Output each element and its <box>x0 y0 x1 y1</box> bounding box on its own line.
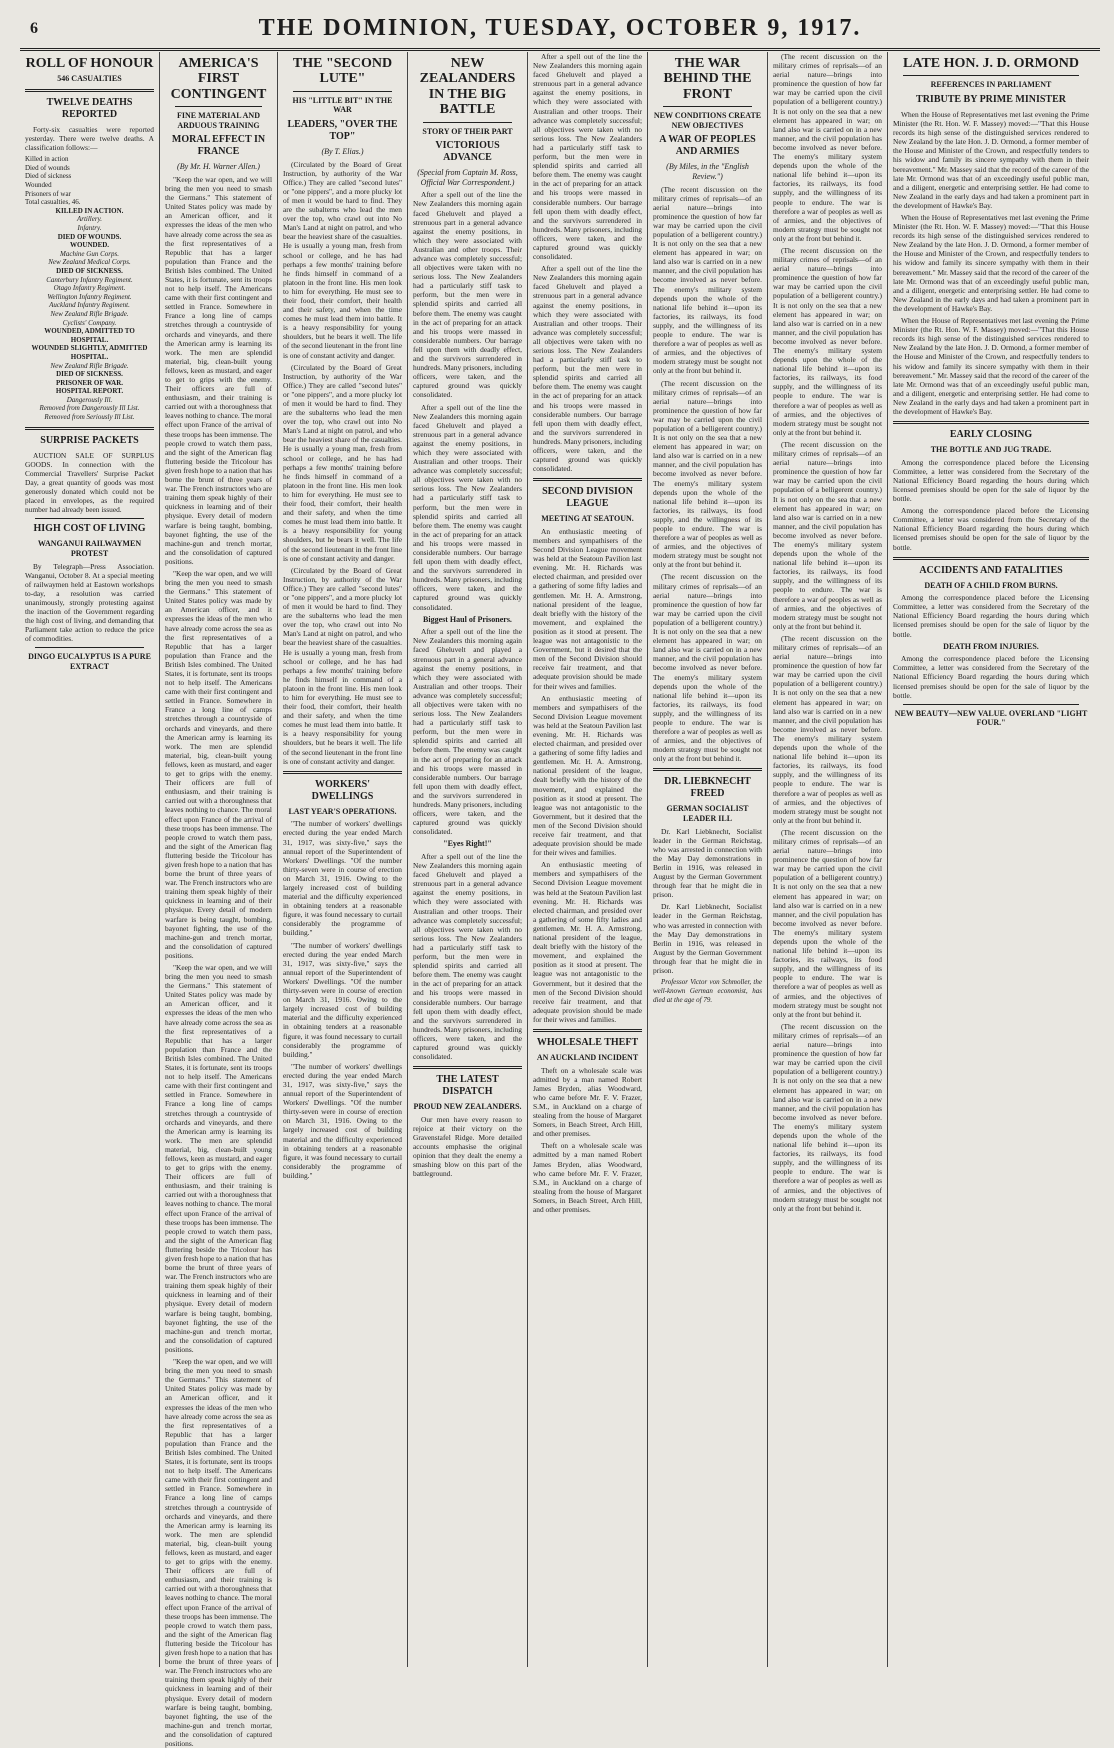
list-item: Total casualties, 46. <box>25 198 81 207</box>
list-item: Wounded <box>25 181 52 190</box>
accidents-body: Among the correspondence placed before the Licensing Committee, a letter was considered from the Secretary of the National Efficiency Board regarding the hours during which licensed premises should be open for the sale of liquor by the bottle. <box>893 593 1089 639</box>
dispatch-body: Our men have every reason to rejoice at their victory on the Gravenstafel Ridge. More detailed accounts emphasise the original opinion that they dealt the enemy a smashing blow on this part of the battleground. <box>413 1114 522 1179</box>
accidents-head: ACCIDENTS AND FATALITIES <box>919 564 1063 576</box>
masthead <box>20 8 1100 51</box>
nz-sub4: "Eyes Right!" <box>443 839 492 849</box>
behind-continued: (The recent discussion on the military crimes of reprisals—of an aerial nature—brings into prominence the question of how far war may be carried upon the civil population of a belligerent country.) It is not only on the sea that a new element has appeared in war; on land also war is carried on in a new manner, and the civil population has become involved as never before. The enemy's military system depends upon the whole of the national life behind it—upon its factories, its railways, its food supply, and the willingness of its people to endure. The war is therefore a war of peoples as well as of armies, and the objectives of modern strategy must be sought not only at the front but behind it. <box>773 245 882 437</box>
behind-body: (The recent discussion on the military crimes of reprisals—of an aerial nature—brings into prominence the question of how far war may be carried upon the civil population of a belligerent country.) It is not only on the sea that a new element has appeared in war; on land also war is carried on in a new manner, and the civil population has become involved as never before. The enemy's military system depends upon the whole of the national life behind it—upon its factories, its railways, its food supply, and the willingness of its people to endure. The war is therefore a war of peoples as well as of armies, and the objectives of modern strategy must be sought not only at the front but behind it. <box>653 378 762 570</box>
column-roll-of-honour <box>20 52 160 1667</box>
lute-body: (Circulated by the Board of Great Instruction, by authority of the War Office.) They are called "second lutes" or "one pippers", and a more plucky lot of men it would be hard to find. They are the subalterns who lead the men over the top, who crawl out into No Man's Land at night on patrol, and who bear the heaviest share of the casualties. He is usually a young man, fresh from school or college, and he has had perhaps a few months' training before he finds himself in command of a platoon in the front line. His men look to him for everything. He must see to their food, their comfort, their health and their safety, and when the time comes he must lead them into battle. It is a heavy responsibility for young shoulders, but he bears it well. The life of the second lieutenant in the front line is one of constant activity and danger. <box>283 159 402 360</box>
roll-intro: Forty-six casualties were reported yesterday. There were twelve deaths. A classification follows:— <box>25 124 154 153</box>
america-body: "Keep the war open, and we will bring the men you need to smash the Germans." This statement of United States policy was made by an American officer, and it expresses the ideas of the men who have already come across the sea as the first representatives of a Republic that has a larger population than France and the British Isles combined. The United States, it is fortunate, sent its troops not to help itself. The Americans came with their first contingent and settled in France. Somewhere in France a long line of camps stretches through a countryside of orchards and vineyards, and there the American army is learning its work. The men are splendid material, big, clean-built young fellows, keen as mustard, and eager to get to grips with the enemy. Their officers are full of enthusiasm, and their training is carried out with a thoroughness that leaves nothing to chance. The moral effect upon France of the arrival of these troops has been immense. The people crowd to watch them pass, and the sight of the American flag fluttering beside the Tricolour has given fresh hope to a nation that has borne the brunt of three years of war. The French instructors who are training them speak highly of their quickness in learning and of their physique. Every detail of modern warfare is being taught, bombing, bayonet fighting, the use of the machine-gun and trench mortar, and the consolidation of captured positions. <box>165 174 272 566</box>
ormond-sub2: TRIBUTE BY PRIME MINISTER <box>916 93 1066 105</box>
injuries-body: Among the correspondence placed before the Licensing Committee, a letter was considered from the Secretary of the National Efficiency Board regarding the hours during which licensed premises should be open for the sale of liquor by the bottle. <box>893 654 1089 700</box>
liebknecht-body: Dr. Karl Liebknecht, Socialist leader in the German Reichstag, who was arrested in connection with the May Day demonstrations in Berlin in 1916, was released in August by the German Government through fear that he might die in prison. <box>653 826 762 900</box>
list-item: WOUNDED, ADMITTED TO HOSPITAL. <box>44 327 135 344</box>
nz-body: After a spell out of the line the New Zealanders this morning again faced Gheluvelt and played a strenuous part in a general advance against the enemy positions, in which they were associated with Australian and other troops. Their advance was completely successful; all objectives were taken with no serious loss. The New Zealanders had a particularly stiff task to perform, but the men were in splendid spirits and carried all before them. The enemy was caught in the act of preparing for an attack and his troops were massed in considerable numbers. Our barrage fell upon them with deadly effect, and the survivors surrendered in hundreds. Many prisoners, including officers, were taken, and the captured ground was quickly consolidated. <box>413 627 522 837</box>
surprise-body: AUCTION SALE OF SURPLUS GOODS. In connection with the Commercial Travellers' Surprise Packet Day, a great quantity of goods was most generously donated which could not be placed in envelopes, as the required number had already been issued. <box>25 450 154 515</box>
list-item: Cyclists' Company. <box>62 318 117 327</box>
column-continued <box>768 52 888 1667</box>
america-body: "Keep the war open, and we will bring the men you need to smash the Germans." This statement of United States policy was made by an American officer, and it expresses the ideas of the men who have already come across the sea as the first representatives of a Republic that has a larger population than France and the British Isles combined. The United States, it is fortunate, sent its troops not to help itself. The Americans came with their first contingent and settled in France. Somewhere in France a long line of camps stretches through a countryside of orchards and vineyards, and there the American army is learning its work. The men are splendid material, big, clean-built young fellows, keen as mustard, and eager to get to grips with the enemy. Their officers are full of enthusiasm, and their training is carried out with a thoroughness that leaves nothing to chance. The moral effect upon France of the arrival of these troops has been immense. The people crowd to watch them pass, and the sight of the American flag fluttering beside the Tricolour has given fresh hope to a nation that has borne the brunt of three years of war. The French instructors who are training them speak highly of their quickness in learning and of their physique. Every detail of modern warfare is being taught, bombing, bayonet fighting, the use of the machine-gun and trench mortar, and the consolidation of captured positions. <box>165 1357 272 1748</box>
league-sub: MEETING AT SEATOUN. <box>541 514 634 524</box>
list-item: Wellington Infantry Regiment. <box>47 292 132 301</box>
nz-sub2: VICTORIOUS ADVANCE <box>435 140 500 164</box>
list-item: Canterbury Infantry Regiment. <box>46 275 133 284</box>
list-item: KILLED IN ACTION. <box>55 206 124 215</box>
list-item: DIED OF SICKNESS. <box>56 266 123 275</box>
theft-sub: AN AUCKLAND INCIDENT <box>536 1052 639 1062</box>
dwellings-body: "The number of workers' dwellings erected during the year ended March 31, 1917, was sixty-five," says the annual report of the Superintendent of Workers' Dwellings. "Of the number thirty-seven were in course of erection on March 31, 1916. Owing to the largely increased cost of building material and the difficulty experienced in obtaining tenders at a reasonable figure, it was found necessary to curtail considerably the programme of building." <box>283 940 402 1059</box>
list-item: Infantry. <box>77 224 102 233</box>
liebknecht-caption: Professor Victor von Schmoller, the well-known German economist, has died at the age of 79. <box>653 978 762 1005</box>
overland-ad: NEW BEAUTY—NEW VALUE. OVERLAND "LIGHT FOUR." <box>894 708 1088 728</box>
list-item: Died of wounds <box>25 163 70 172</box>
lute-title: THE "SECOND LUTE" <box>292 56 393 87</box>
lute-sub2: LEADERS, "OVER THE TOP" <box>287 118 398 142</box>
behind-sub2: A WAR OF PEOPLES AND ARMIES <box>659 134 756 158</box>
league-body: An enthusiastic meeting of members and sympathisers of the Second Division League movement was held at the Seatoun Pavilion last evening. Mr. H. Richards was elected chairman, and presided over a gathering of some fifty ladies and gentlemen. Mr. H. A. Armstrong, national president of the league, dealt briefly with the history of the movement, and explained the position as it stood at present. The league was not antagonistic to the Government, but it desired that the men of the Second Division should receive fair treatment, and that adequate provision should be made for their wives and families. <box>533 693 642 858</box>
liebknecht-head: DR. LIEBKNECHT FREED <box>664 776 751 800</box>
nz-continued: After a spell out of the line the New Zealanders this morning again faced Gheluvelt and played a strenuous part in a general advance against the enemy positions, in which they were associated with Australian and other troops. Their advance was completely successful; all objectives were taken with no serious loss. The New Zealanders had a particularly stiff task to perform, but the men were in splendid spirits and carried all before them. The enemy was caught in the act of preparing for an attack and his troops were massed in considerable numbers. Our barrage fell upon them with deadly effect, and the survivors surrendered in hundreds. Many prisoners, including officers, were taken, and the captured ground was quickly consolidated. <box>533 52 642 262</box>
dwellings-body: "The number of workers' dwellings erected during the year ended March 31, 1917, was sixty-five," says the annual report of the Superintendent of Workers' Dwellings. "Of the number thirty-seven were in course of erection on March 31, 1916. Owing to the largely increased cost of building material and the difficulty experienced in obtaining tenders at a reasonable figure, it was found necessary to curtail considerably the programme of building." <box>283 1061 402 1180</box>
list-item: New Zealand Rifle Brigade. <box>50 309 129 318</box>
behind-continued: (The recent discussion on the military crimes of reprisals—of an aerial nature—brings into prominence the question of how far war may be carried upon the civil population of a belligerent country.) It is not only on the sea that a new element has appeared in war; on land also war is carried on in a new manner, and the civil population has become involved as never before. The enemy's military system depends upon the whole of the national life behind it—upon its factories, its railways, its food supply, and the willingness of its people to endure. The war is therefore a war of peoples as well as of armies, and the objectives of modern strategy must be sought not only at the front but behind it. <box>773 52 882 243</box>
nz-byline: (Special from Captain M. Ross, Official War Correspondent.) <box>417 168 518 187</box>
nz-title: NEW ZEALANDERS IN THE BIG BATTLE <box>419 56 516 118</box>
america-body: "Keep the war open, and we will bring the men you need to smash the Germans." This statement of United States policy was made by an American officer, and it expresses the ideas of the men who have already come across the sea as the first representatives of a Republic that has a larger population than France and the British Isles combined. The United States, it is fortunate, sent its troops not to help itself. The Americans came with their first contingent and settled in France. Somewhere in France a long line of camps stretches through a countryside of orchards and vineyards, and there the American army is learning its work. The men are splendid material, big, clean-built young fellows, keen as mustard, and eager to get to grips with the enemy. Their officers are full of enthusiasm, and their training is carried out with a thoroughness that leaves nothing to chance. The moral effect upon France of the arrival of these troops has been immense. The people crowd to watch them pass, and the sight of the American flag fluttering beside the Tricolour has given fresh hope to a nation that has borne the brunt of three years of war. The French instructors who are training them speak highly of their quickness in learning and of their physique. Every detail of modern warfare is being taught, bombing, bayonet fighting, the use of the machine-gun and trench mortar, and the consolidation of captured positions. <box>165 963 272 1354</box>
closing-head: EARLY CLOSING <box>949 429 1033 441</box>
list-item: Removed from Dangerously Ill List. <box>39 404 140 413</box>
closing-sub: THE BOTTLE AND JUG TRADE. <box>930 445 1052 455</box>
behind-title: THE WAR BEHIND THE FRONT <box>663 56 752 102</box>
list-item: Prisoners of war <box>25 189 71 198</box>
list-item: HOSPITAL REPORT. <box>55 387 124 396</box>
closing-body: Among the correspondence placed before the Licensing Committee, a letter was considered from the Secretary of the National Efficiency Board regarding the hours during which licensed premises should be open for the sale of liquor by the bottle. <box>893 506 1089 552</box>
america-sub2: MORAL EFFECT IN FRANCE <box>171 134 266 158</box>
ormond-body: When the House of Representatives met last evening the Prime Minister (the Rt. Hon. W. F. Massey) moved:—"That this House records its high sense of the distinguished services rendered to New Zealand by the late Hon. J. D. Ormond, a former member of the House and Minister of the Crown, and respectfully tenders to his widow and family its sincere sympathy with them in their bereavement." Mr. Massey said that the record of the career of the late Mr. Ormond was that of an exceedingly useful public man, and a diligent, energetic and enterprising settler. He had come to New Zealand in the early days and had taken a prominent part in the development of Hawke's Bay. <box>893 316 1089 416</box>
behind-continued: (The recent discussion on the military crimes of reprisals—of an aerial nature—brings into prominence the question of how far war may be carried upon the civil population of a belligerent country.) It is not only on the sea that a new element has appeared in war; on land also war is carried on in a new manner, and the civil population has become involved as never before. The enemy's military system depends upon the whole of the national life behind it—upon its factories, its railways, its food supply, and the willingness of its people to endure. The war is therefore a war of peoples as well as of armies, and the objectives of modern strategy must be sought not only at the front but behind it. <box>773 633 882 825</box>
list-item: Machine Gun Corps. <box>60 249 119 258</box>
league-head: SECOND DIVISION LEAGUE <box>542 486 633 510</box>
theft-body: Theft on a wholesale scale was admitted by a man named Robert James Bryden, alias Woodward, who came before Mr. F. V. Frazer, S.M., in Auckland on a charge of stealing from the house of Margaret Somers, in Beach Street, Arch Hill, and other premises. <box>533 1065 642 1139</box>
nz-continued: After a spell out of the line the New Zealanders this morning again faced Gheluvelt and played a strenuous part in a general advance against the enemy positions, in which they were associated with Australian and other troops. Their advance was completely successful; all objectives were taken with no serious loss. The New Zealanders had a particularly stiff task to perform, but the men were in splendid spirits and carried all before them. The enemy was caught in the act of preparing for an attack and his troops were massed in considerable numbers. Our barrage fell upon them with deadly effect, and the survivors surrendered in hundreds. Many prisoners, including officers, were taken, and the captured ground was quickly consolidated. <box>533 264 642 474</box>
list-item: Died of sickness <box>25 172 72 181</box>
list-item: WOUNDED SLIGHTLY, ADMITTED HOSPITAL. <box>31 344 148 361</box>
casualty-list <box>25 155 154 421</box>
injuries-sub: DEATH FROM INJURIES. <box>943 641 1039 651</box>
accidents-sub: DEATH OF A CHILD FROM BURNS. <box>924 580 1058 590</box>
list-item: PRISONER OF WAR. <box>55 378 124 387</box>
newspaper-title: THE DOMINION, TUESDAY, OCTOBER 9, 1917. <box>258 14 862 41</box>
column-war-behind-front <box>648 52 768 1667</box>
roll-subtitle: 546 CASUALTIES <box>57 74 122 84</box>
behind-body: (The recent discussion on the military crimes of reprisals—of an aerial nature—brings into prominence the question of how far war may be carried upon the civil population of a belligerent country.) It is not only on the sea that a new element has appeared in war; on land also war is carried on in a new manner, and the civil population has become involved as never before. The enemy's military system depends upon the whole of the national life behind it—upon its factories, its railways, its food supply, and the willingness of its people to endure. The war is therefore a war of peoples as well as of armies, and the objectives of modern strategy must be sought not only at the front but behind it. <box>653 184 762 376</box>
dingo-head: DINGO EUCALYPTUS IS A PURE EXTRACT <box>28 652 151 671</box>
behind-body: (The recent discussion on the military crimes of reprisals—of an aerial nature—brings into prominence the question of how far war may be carried upon the civil population of a belligerent country.) It is not only on the sea that a new element has appeared in war; on land also war is carried on in a new manner, and the civil population has become involved as never before. The enemy's military system depends upon the whole of the national life behind it—upon its factories, its railways, its food supply, and the willingness of its people to endure. The war is therefore a war of peoples as well as of armies, and the objectives of modern strategy must be sought not only at the front but behind it. <box>653 572 762 764</box>
theft-body: Theft on a wholesale scale was admitted by a man named Robert James Bryden, alias Woodward, who came before Mr. F. V. Frazer, S.M., in Auckland on a charge of stealing from the house of Margaret Somers, in Beach Street, Arch Hill, and other premises. <box>533 1141 642 1214</box>
nz-sub: STORY OF THEIR PART <box>422 126 513 136</box>
ormond-sub: REFERENCES IN PARLIAMENT <box>930 80 1052 90</box>
theft-head: WHOLESALE THEFT <box>536 1036 639 1048</box>
list-item: New Zealand Rifle Brigade. <box>50 361 129 370</box>
liebknecht-body: Dr. Karl Liebknecht, Socialist leader in the German Reichstag, who was arrested in connection with the May Day demonstrations in Berlin in 1916, was released in August by the German Government through fear that he might die in prison. <box>653 902 762 976</box>
dwellings-head: WORKERS' DWELLINGS <box>311 778 374 802</box>
column-ormond <box>888 52 1094 1667</box>
ormond-body: When the House of Representatives met last evening the Prime Minister (the Rt. Hon. W. F. Massey) moved:—"That this House records its high sense of the distinguished services rendered to New Zealand by the late Hon. J. D. Ormond, a former member of the House and Minister of the Crown, and respectfully tenders to his widow and family its sincere sympathy with them in their bereavement." Mr. Massey said that the record of the career of the late Mr. Ormond was that of an exceedingly useful public man, and a diligent, energetic and enterprising settler. He had come to New Zealand in the early days and had taken a prominent part in the development of Hawke's Bay. <box>893 109 1089 210</box>
nz-body: After a spell out of the line the New Zealanders this morning again faced Gheluvelt and played a strenuous part in a general advance against the enemy positions, in which they were associated with Australian and other troops. Their advance was completely successful; all objectives were taken with no serious loss. The New Zealanders had a particularly stiff task to perform, but the men were in splendid spirits and carried all before them. The enemy was caught in the act of preparing for an attack and his troops were massed in considerable numbers. Our barrage fell upon them with deadly effect, and the survivors surrendered in hundreds. Many prisoners, including officers, were taken, and the captured ground was quickly consolidated. <box>413 402 522 612</box>
nz-body: After a spell out of the line the New Zealanders this morning again faced Gheluvelt and played a strenuous part in a general advance against the enemy positions, in which they were associated with Australian and other troops. Their advance was completely successful; all objectives were taken with no serious loss. The New Zealanders had a particularly stiff task to perform, but the men were in splendid spirits and carried all before them. The enemy was caught in the act of preparing for an attack and his troops were massed in considerable numbers. Our barrage fell upon them with deadly effect, and the survivors surrendered in hundreds. Many prisoners, including officers, were taken, and the captured ground was quickly consolidated. <box>413 852 522 1062</box>
list-item: Artillery. <box>76 215 103 224</box>
america-title: AMERICA'S FIRST CONTINGENT <box>170 56 267 102</box>
list-item: Auckland Infantry Regiment. <box>49 301 130 310</box>
list-item: Otago Infantry Regiment. <box>53 284 126 293</box>
cost-sub: WANGANUI RAILWAYMEN PROTEST <box>37 539 142 558</box>
column-second-lute <box>278 52 408 1667</box>
list-item: Killed in action <box>25 155 69 164</box>
nz-body: After a spell out of the line the New Zealanders this morning again faced Gheluvelt and played a strenuous part in a general advance against the enemy positions, in which they were associated with Australian and other troops. Their advance was completely successful; all objectives were taken with no serious loss. The New Zealanders had a particularly stiff task to perform, but the men were in splendid spirits and carried all before them. The enemy was caught in the act of preparing for an attack and his troops were massed in considerable numbers. Our barrage fell upon them with deadly effect, and the survivors surrendered in hundreds. Many prisoners, including officers, were taken, and the captured ground was quickly consolidated. <box>413 190 522 400</box>
liebknecht-sub: GERMAN SOCIALIST LEADER ILL <box>666 804 749 824</box>
behind-continued: (The recent discussion on the military crimes of reprisals—of an aerial nature—brings into prominence the question of how far war may be carried upon the civil population of a belligerent country.) It is not only on the sea that a new element has appeared in war; on land also war is carried on in a new manner, and the civil population has become involved as never before. The enemy's military system depends upon the whole of the national life behind it—upon its factories, its railways, its food supply, and the willingness of its people to endure. The war is therefore a war of peoples as well as of armies, and the objectives of modern strategy must be sought not only at the front but behind it. <box>773 827 882 1019</box>
behind-continued: (The recent discussion on the military crimes of reprisals—of an aerial nature—brings into prominence the question of how far war may be carried upon the civil population of a belligerent country.) It is not only on the sea that a new element has appeared in war; on land also war is carried on in a new manner, and the civil population has become involved as never before. The enemy's military system depends upon the whole of the national life behind it—upon its factories, its railways, its food supply, and the willingness of its people to endure. The war is therefore a war of peoples as well as of armies, and the objectives of modern strategy must be sought not only at the front but behind it. <box>773 1021 882 1213</box>
dispatch-head: THE LATEST DISPATCH <box>436 1074 499 1098</box>
behind-continued: (The recent discussion on the military crimes of reprisals—of an aerial nature—brings into prominence the question of how far war may be carried upon the civil population of a belligerent country.) It is not only on the sea that a new element has appeared in war; on land also war is carried on in a new manner, and the civil population has become involved as never before. The enemy's military system depends upon the whole of the national life behind it—upon its factories, its railways, its food supply, and the willingness of its people to endure. The war is therefore a war of peoples as well as of armies, and the objectives of modern strategy must be sought not only at the front but behind it. <box>773 439 882 631</box>
list-item: Removed from Seriously Ill List. <box>44 413 135 422</box>
behind-byline: (By Miles, in the "English Review.") <box>666 162 749 181</box>
list-item: New Zealand Medical Corps. <box>48 258 131 267</box>
nz-sub3: Biggest Haul of Prisoners. <box>423 614 512 624</box>
list-item: WOUNDED. <box>69 241 110 250</box>
america-body: "Keep the war open, and we will bring the men you need to smash the Germans." This statement of United States policy was made by an American officer, and it expresses the ideas of the men who have already come across the sea as the first representatives of a Republic that has a larger population than France and the British Isles combined. The United States, it is fortunate, sent its troops not to help itself. The Americans came with their first contingent and settled in France. Somewhere in France a long line of camps stretches through a countryside of orchards and vineyards, and there the American army is learning its work. The men are splendid material, big, clean-built young fellows, keen as mustard, and eager to get to grips with the enemy. Their officers are full of enthusiasm, and their training is carried out with a thoroughness that leaves nothing to chance. The moral effect upon France of the arrival of these troops has been immense. The people crowd to watch them pass, and the sight of the American flag fluttering beside the Tricolour has given fresh hope to a nation that has borne the brunt of three years of war. The French instructors who are training them speak highly of their quickness in learning and of their physique. Every detail of modern warfare is being taught, bombing, bayonet fighting, the use of the machine-gun and trench mortar, and the consolidation of captured positions. <box>165 568 272 960</box>
ormond-body: When the House of Representatives met last evening the Prime Minister (the Rt. Hon. W. F. Massey) moved:—"That this House records its high sense of the distinguished services rendered to New Zealand by the late Hon. J. D. Ormond, a former member of the House and Minister of the Crown, and respectfully tenders to his widow and family its sincere sympathy with them in their bereavement." Mr. Massey said that the record of the career of the late Mr. Ormond was that of an exceedingly useful public man, and a diligent, energetic and enterprising settler. He had come to New Zealand in the early days and had taken a prominent part in the development of Hawke's Bay. <box>893 213 1089 313</box>
league-body: An enthusiastic meeting of members and sympathisers of the Second Division League movement was held at the Seatoun Pavilion last evening. Mr. H. Richards was elected chairman, and presided over a gathering of some fifty ladies and gentlemen. Mr. H. A. Armstrong, national president of the league, dealt briefly with the history of the movement, and explained the position as it stood at present. The league was not antagonistic to the Government, but it desired that the men of the Second Division should receive fair treatment, and that adequate provision should be made for their wives and families. <box>533 526 642 691</box>
page-number: 6 <box>30 20 38 37</box>
dispatch-sub: PROUD NEW ZEALANDERS. <box>413 1102 522 1112</box>
ormond-title: LATE HON. J. D. ORMOND <box>903 56 1079 71</box>
surprise-head: SURPRISE PACKETS <box>40 434 139 446</box>
lute-body: (Circulated by the Board of Great Instruction, by authority of the War Office.) They are called "second lutes" or "one pippers", and a more plucky lot of men it would be hard to find. They are the subalterns who lead the men over the top, who crawl out into No Man's Land at night on patrol, and who bear the heaviest share of the casualties. He is usually a young man, fresh from school or college, and he has had perhaps a few months' training before he finds himself in command of a platoon in the front line. His men look to him for everything. He must see to their food, their comfort, their health and their safety, and when the time comes he must lead them into battle. It is a heavy responsibility for young shoulders, but he bears it well. The life of the second lieutenant in the front line is one of constant activity and danger. <box>283 565 402 766</box>
cost-body: By Telegraph—Press Association. Wanganui, October 8. At a special meeting of railwaymen held at Eastown workshops to-day, a resolution was carried unanimously, strongly protesting against the inaction of the Government regarding the high cost of living, and demanding that Parliament take action to reduce the price of commodities. <box>25 561 154 644</box>
cost-head: HIGH COST OF LIVING <box>33 523 146 535</box>
list-item: Dangerously Ill. <box>66 395 113 404</box>
dwellings-sub: LAST YEAR'S OPERATIONS. <box>288 806 397 816</box>
america-sub: FINE MATERIAL AND ARDUOUS TRAINING <box>177 111 260 130</box>
league-body: An enthusiastic meeting of members and sympathisers of the Second Division League movement was held at the Seatoun Pavilion last evening. Mr. H. Richards was elected chairman, and presided over a gathering of some fifty ladies and gentlemen. Mr. H. A. Armstrong, national president of the league, dealt briefly with the history of the movement, and explained the position as it stood at present. The league was not antagonistic to the Government, but it desired that the men of the Second Division should receive fair treatment, and that adequate provision should be made for their wives and families. <box>533 860 642 1024</box>
list-item: DIED OF SICKNESS. <box>56 370 123 379</box>
column-second-division <box>528 52 648 1667</box>
closing-body: Among the correspondence placed before the Licensing Committee, a letter was considered from the Secretary of the National Efficiency Board regarding the hours during which licensed premises should be open for the sale of liquor by the bottle. <box>893 457 1089 504</box>
behind-sub: NEW CONDITIONS CREATE NEW OBJECTIVES <box>653 111 762 130</box>
roll-head: TWELVE DEATHS REPORTED <box>46 96 133 120</box>
lute-sub: HIS "LITTLE BIT" IN THE WAR <box>292 95 393 115</box>
column-new-zealanders <box>408 52 528 1667</box>
roll-title: ROLL OF HONOUR <box>25 56 154 71</box>
lute-body: (Circulated by the Board of Great Instruction, by authority of the War Office.) They are called "second lutes" or "one pippers", and a more plucky lot of men it would be hard to find. They are the subalterns who lead the men over the top, who crawl out into No Man's Land at night on patrol, and who bear the heaviest share of the casualties. He is usually a young man, fresh from school or college, and he has had perhaps a few months' training before he finds himself in command of a platoon in the front line. His men look to him for everything. He must see to their food, their comfort, their health and their safety, and when the time comes he must lead them into battle. It is a heavy responsibility for young shoulders, but he bears it well. The life of the second lieutenant in the front line is one of constant activity and danger. <box>283 362 402 563</box>
lute-byline: (By T. Elias.) <box>321 146 364 156</box>
dwellings-body: "The number of workers' dwellings erected during the year ended March 31, 1917, was sixty-five," says the annual report of the Superintendent of Workers' Dwellings. "Of the number thirty-seven were in course of erection on March 31, 1916. Owing to the largely increased cost of building material and the difficulty experienced in obtaining tenders at a reasonable figure, it was found necessary to curtail considerably the programme of building." <box>283 819 402 938</box>
column-america <box>160 52 278 1748</box>
list-item: DIED OF WOUNDS. <box>57 232 122 241</box>
america-byline: (By Mr. H. Warner Allen.) <box>177 162 260 172</box>
